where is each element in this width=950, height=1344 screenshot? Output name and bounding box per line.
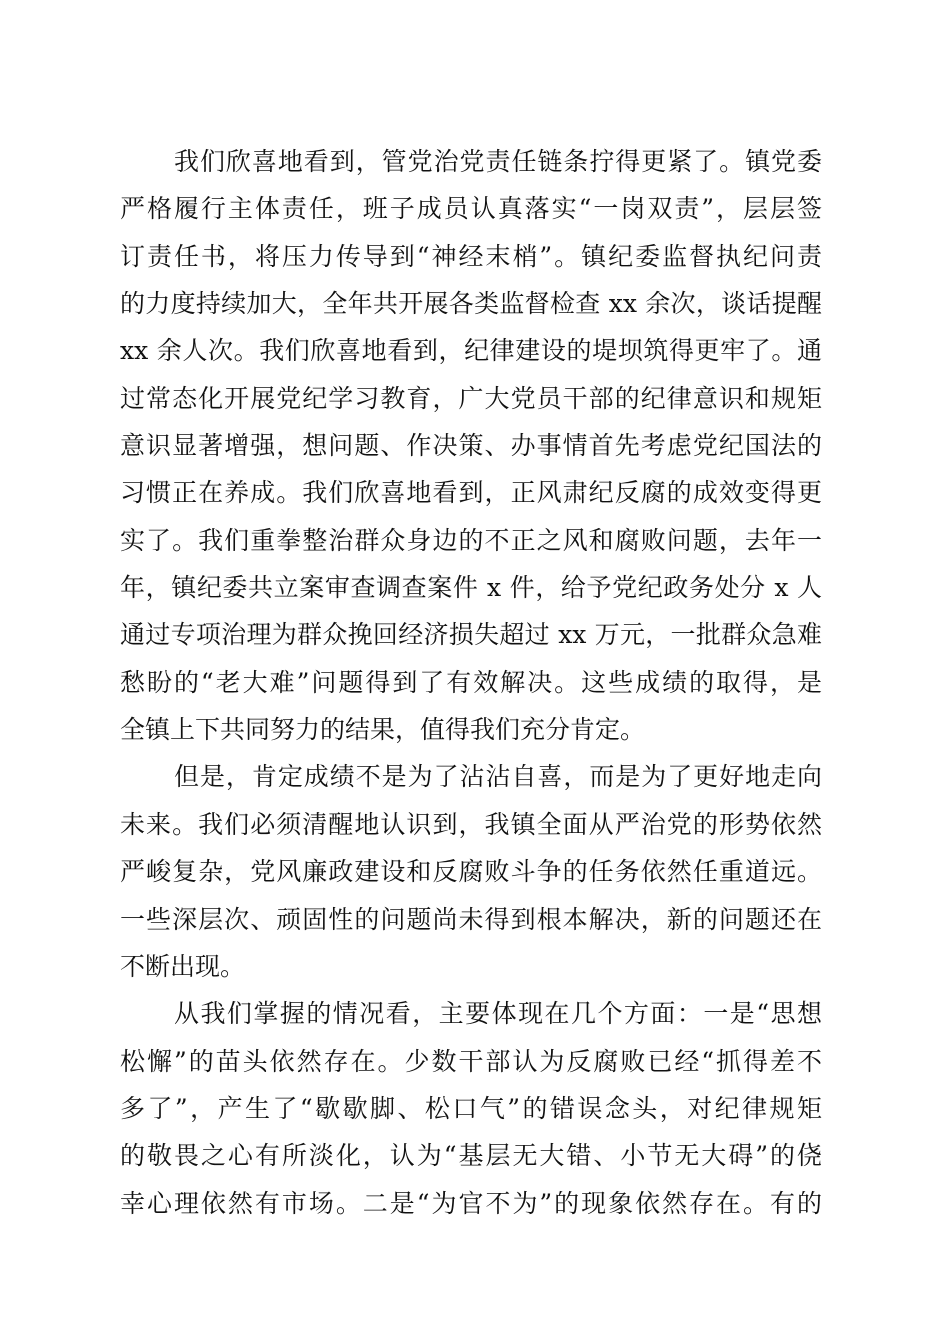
paragraph-3-line-3: 多了”，产生了“歇歇脚、松口气”的错误念头，对纪律规矩 <box>120 1093 822 1123</box>
paragraph-1-line-12: 愁盼的“老大难”问题得到了有效解决。这些成绩的取得，是 <box>120 667 822 697</box>
paragraph-1-line-9: 实了。我们重拳整治群众身边的不正之风和腐败问题，去年一 <box>120 525 822 555</box>
paragraph-3-line-5: 幸心理依然有市场。二是“为官不为”的现象依然存在。有的 <box>120 1188 822 1218</box>
paragraph-1-line-10: 年，镇纪委共立案审查调查案件 x 件，给予党纪政务处分 x 人 <box>120 573 822 603</box>
paragraph-1-line-3: 订责任书，将压力传导到“神经末梢”。镇纪委监督执纪问责 <box>120 241 822 271</box>
paragraph-1-line-13: 全镇上下共同努力的结果，值得我们充分肯定。 <box>120 715 646 745</box>
paragraph-2-line-5: 不断出现。 <box>120 951 246 981</box>
paragraph-2-line-4: 一些深层次、顽固性的问题尚未得到根本解决，新的问题还在 <box>120 904 822 934</box>
paragraph-3-line-4: 的敬畏之心有所淡化，认为“基层无大错、小节无大碍”的侥 <box>120 1141 822 1171</box>
paragraph-1-line-6: 过常态化开展党纪学习教育，广大党员干部的纪律意识和规矩 <box>120 383 822 413</box>
paragraph-1-line-5: xx 余人次。我们欣喜地看到，纪律建设的堤坝筑得更牢了。通 <box>120 336 822 366</box>
paragraph-1-line-11: 通过专项治理为群众挽回经济损失超过 xx 万元，一批群众急难 <box>120 620 822 650</box>
paragraph-3-line-1: 从我们掌握的情况看，主要体现在几个方面：一是“思想 <box>174 999 822 1029</box>
document-body <box>120 138 822 1227</box>
paragraph-1-line-2: 严格履行主体责任，班子成员认真落实“一岗双责”，层层签 <box>120 194 822 224</box>
paragraph-2-line-1: 但是，肯定成绩不是为了沾沾自喜，而是为了更好地走向 <box>174 762 822 792</box>
paragraph-1-line-8: 习惯正在养成。我们欣喜地看到，正风肃纪反腐的成效变得更 <box>120 478 822 508</box>
paragraph-3-line-2: 松懈”的苗头依然存在。少数干部认为反腐败已经“抓得差不 <box>120 1046 822 1076</box>
paragraph-1-line-1: 我们欣喜地看到，管党治党责任链条拧得更紧了。镇党委 <box>174 147 822 176</box>
paragraph-1-line-4: 的力度持续加大，全年共开展各类监督检查 xx 余次，谈话提醒 <box>120 289 822 319</box>
paragraph-1-line-7: 意识显著增强，想问题、作决策、办事情首先考虑党纪国法的 <box>120 431 822 461</box>
paragraph-2-line-3: 严峻复杂，党风廉政建设和反腐败斗争的任务依然任重道远。 <box>120 857 822 887</box>
paragraph-2-line-2: 未来。我们必须清醒地认识到，我镇全面从严治党的形势依然 <box>120 809 822 839</box>
